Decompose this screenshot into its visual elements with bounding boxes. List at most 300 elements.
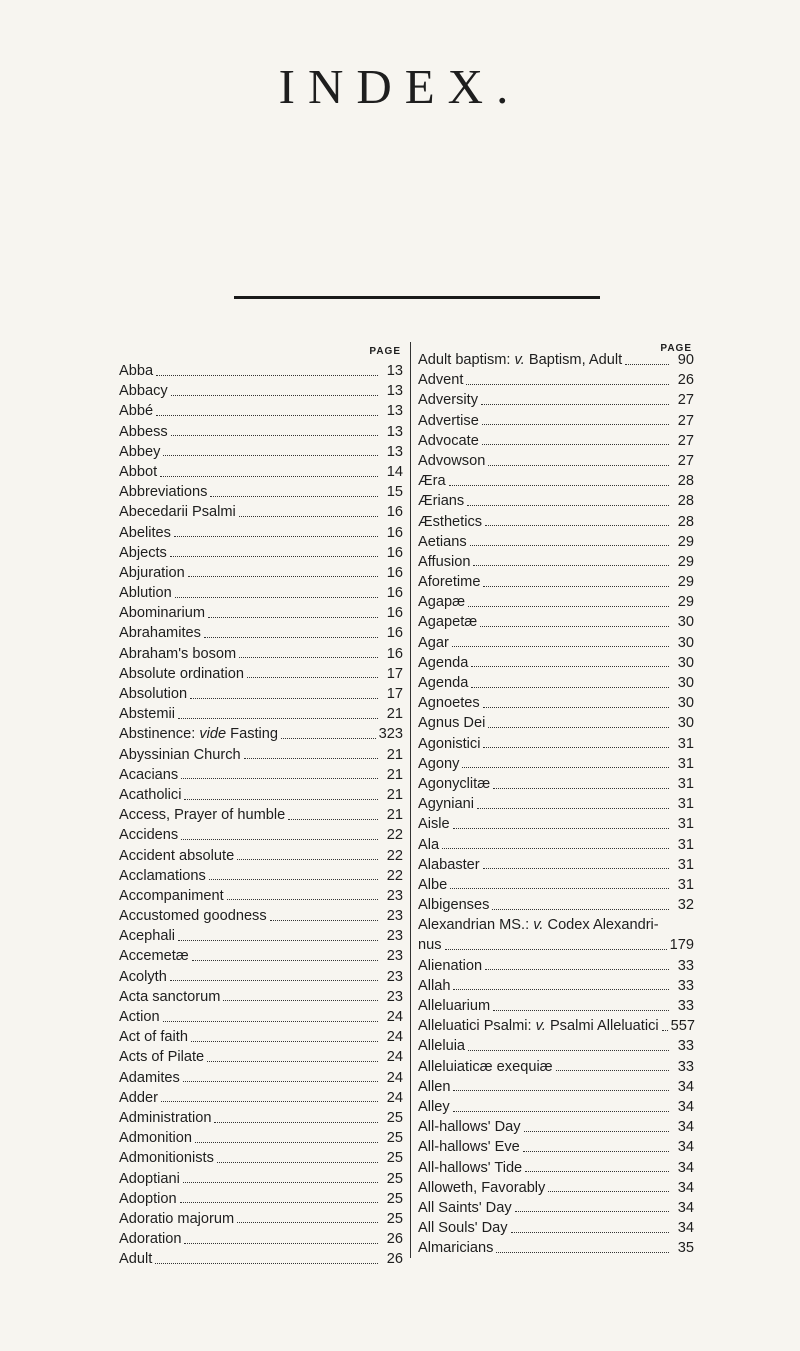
dot-leader [207, 1061, 378, 1062]
entry-page-number: 33 [677, 1038, 694, 1055]
entry-term: Abbé [119, 403, 154, 420]
entry-page-number: 25 [386, 1150, 403, 1167]
dot-leader [270, 920, 378, 921]
entry-page-number: 22 [386, 847, 403, 864]
entry-page-number: 13 [386, 443, 403, 460]
entry-term: Action [119, 1009, 160, 1025]
dot-leader [237, 1222, 378, 1223]
entry-term: Abominarium [119, 605, 205, 622]
index-entry [119, 1027, 403, 1047]
entry-term: Agenda [418, 654, 469, 671]
index-entry [411, 814, 694, 834]
index-entry [119, 946, 403, 966]
entry-term: Aetians [418, 533, 467, 550]
entry-page-number: 27 [677, 452, 694, 469]
index-entry [411, 411, 694, 431]
index-entry [411, 633, 694, 653]
index-entry [119, 543, 403, 563]
dot-leader [155, 1263, 378, 1264]
dot-leader [482, 444, 669, 445]
entry-term: Advocate [418, 432, 479, 449]
entry-term: Agonyclitæ [418, 775, 491, 792]
index-entry [411, 835, 694, 855]
index-entry [411, 1238, 694, 1258]
entry-term: Accompaniment [119, 887, 224, 904]
index-entry [411, 1077, 694, 1097]
dot-leader [214, 1122, 378, 1123]
dot-leader [281, 738, 376, 739]
index-entry [411, 794, 694, 814]
entry-page-number: 30 [677, 614, 694, 631]
index-column-left [119, 342, 403, 1269]
dot-leader [485, 969, 669, 970]
index-entry [411, 1117, 694, 1137]
entry-page-number: 28 [677, 473, 694, 490]
entry-term: Acolyth [119, 968, 167, 985]
dot-leader [556, 1070, 669, 1071]
index-entry [411, 915, 694, 935]
dot-leader [171, 435, 378, 436]
dot-leader [450, 888, 669, 889]
entry-page-number: 31 [677, 816, 694, 833]
entry-page-number: 30 [677, 654, 694, 671]
entry-term: Abraham's bosom [119, 645, 237, 662]
dot-leader [156, 415, 378, 416]
index-entry [411, 754, 694, 774]
entry-page-number: 24 [386, 1049, 403, 1066]
entry-term: Abbey [119, 443, 161, 460]
index-entry [119, 361, 403, 381]
entry-page-number: 16 [386, 645, 403, 662]
index-entry [411, 350, 694, 370]
dot-leader [496, 1252, 669, 1253]
dot-leader [239, 657, 378, 658]
entry-page-number: 34 [677, 1179, 694, 1196]
entry-term: Advent [418, 372, 464, 389]
entry-page-number: 16 [386, 585, 403, 602]
entry-term: Abstemii [119, 706, 175, 723]
index-entry [411, 1057, 694, 1077]
entry-term: Ablution [119, 585, 172, 602]
entry-page-number: 34 [677, 1098, 694, 1115]
entry-term: Alloweth, Favorably [418, 1179, 546, 1196]
entry-page-number: 21 [386, 786, 403, 803]
entry-page-number: 27 [677, 412, 694, 429]
entry-page-number: 23 [386, 988, 403, 1005]
entry-page-number: 13 [386, 363, 403, 379]
entry-term: Ala [418, 836, 440, 853]
dot-leader [223, 1000, 378, 1001]
dot-leader [453, 1090, 669, 1091]
entry-term: Aisle [418, 816, 450, 833]
index-entry [411, 774, 694, 794]
dot-leader [488, 465, 669, 466]
index-entry [411, 552, 694, 572]
index-entry [411, 976, 694, 996]
entry-term: Adder [119, 1089, 158, 1106]
entry-page-number: 33 [677, 998, 694, 1014]
entry-term: Alleluarium [418, 998, 491, 1014]
entry-term: Abstinence: vide Fasting [119, 726, 279, 743]
index-entry [119, 1169, 403, 1189]
entry-page-number: 34 [677, 1220, 694, 1237]
entry-page-number: 34 [677, 1159, 694, 1176]
entry-page-number: 30 [677, 675, 694, 691]
entry-term: Acclamations [119, 867, 206, 884]
index-entry [119, 745, 403, 765]
dot-leader [178, 940, 378, 941]
entry-term: Adamites [119, 1069, 180, 1086]
entry-page-number: 13 [386, 423, 403, 440]
entry-term: Adoptiani [119, 1170, 180, 1187]
index-entry [411, 935, 694, 955]
entry-page-number: 25 [386, 1170, 403, 1187]
entry-page-number: 31 [677, 775, 694, 792]
index-entry [411, 1218, 694, 1238]
entry-page-number: 31 [677, 755, 694, 772]
dot-leader [180, 1202, 378, 1203]
entry-term: Abbot [119, 463, 158, 480]
index-entry [411, 612, 694, 632]
entry-term: Affusion [418, 553, 471, 570]
index-entry [411, 572, 694, 592]
entry-term: Agar [418, 634, 449, 651]
page-title: INDEX. [278, 59, 522, 114]
entry-page-number: 16 [386, 564, 403, 581]
title-rule [234, 296, 600, 299]
dot-leader [449, 485, 669, 486]
dot-leader [524, 1131, 669, 1132]
index-entry [119, 1047, 403, 1067]
entry-term: Abbess [119, 423, 168, 440]
entry-page-number: 16 [386, 544, 403, 561]
entry-term: Æsthetics [418, 513, 483, 530]
entry-page-number: 35 [677, 1240, 694, 1257]
entry-page-number: 23 [386, 968, 403, 985]
index-entry [411, 1198, 694, 1218]
index-entry [119, 623, 403, 643]
entry-term: Aforetime [418, 574, 481, 591]
index-entry [119, 401, 403, 421]
index-entry [411, 895, 694, 915]
index-entry [119, 886, 403, 906]
entry-term: All Souls' Day [418, 1220, 508, 1237]
dot-leader [470, 545, 669, 546]
index-entry [411, 673, 694, 693]
entry-term: All-hallows' Tide [418, 1159, 523, 1176]
entry-term: Abbacy [119, 383, 168, 400]
dot-leader [468, 1050, 669, 1051]
entry-term: Act of faith [119, 1029, 188, 1046]
dot-leader [452, 646, 669, 647]
entry-term: Allen [418, 1078, 451, 1095]
dot-leader [473, 565, 669, 566]
entry-term: Almaricians [418, 1240, 494, 1257]
dot-leader [483, 586, 669, 587]
index-entry [119, 1189, 403, 1209]
dot-leader [488, 727, 669, 728]
entry-term: Absolution [119, 686, 188, 702]
dot-leader [183, 1081, 378, 1082]
entry-page-number: 557 [670, 1018, 695, 1035]
entry-term: Agnus Dei [418, 715, 486, 732]
entry-page-number: 17 [386, 686, 403, 702]
entry-term: Advowson [418, 452, 486, 469]
entry-term: Acephali [119, 928, 175, 945]
index-entry [411, 431, 694, 451]
dot-leader [468, 606, 669, 607]
entry-term: Adoration [119, 1231, 182, 1248]
dot-leader [525, 1171, 669, 1172]
entry-term: Abecedarii Psalmi [119, 504, 236, 521]
index-entry [411, 532, 694, 552]
entry-term: Alleluatici Psalmi: v. Psalmi Alleluatici [418, 1018, 659, 1035]
index-entry [119, 1148, 403, 1168]
entry-page-number: 25 [386, 1109, 403, 1126]
dot-leader [480, 626, 669, 627]
entry-term: Agony [418, 755, 460, 772]
entry-page-number: 13 [386, 403, 403, 420]
entry-term: nus [418, 937, 442, 954]
index-entry [411, 1097, 694, 1117]
dot-leader [170, 980, 378, 981]
dot-leader [244, 758, 378, 759]
entry-term: Accemetæ [119, 948, 189, 965]
entry-page-number: 33 [677, 977, 694, 994]
entry-term: Access, Prayer of humble [119, 807, 286, 824]
dot-leader [462, 767, 669, 768]
dot-leader [483, 707, 669, 708]
entry-term: Admonitionists [119, 1150, 214, 1167]
dot-leader [163, 455, 378, 456]
index-entry [119, 664, 403, 684]
entry-page-number: 29 [677, 574, 694, 591]
index-entry [411, 996, 694, 1016]
dot-leader [477, 808, 669, 809]
entry-page-number: 34 [677, 1199, 694, 1216]
entry-page-number: 14 [386, 463, 403, 480]
dot-leader [195, 1142, 378, 1143]
dot-leader [163, 1021, 378, 1022]
index-entry [119, 967, 403, 987]
entry-page-number: 25 [386, 1210, 403, 1227]
entry-page-number: 23 [386, 887, 403, 904]
entry-term: Agyniani [418, 796, 474, 813]
index-entry [119, 684, 403, 704]
entry-page-number: 34 [677, 1078, 694, 1095]
index-entry [411, 855, 694, 875]
index-entry [119, 805, 403, 825]
dot-leader [181, 778, 378, 779]
index-entry [411, 713, 694, 733]
dot-leader [625, 364, 669, 365]
index-entry [119, 422, 403, 442]
dot-leader [174, 536, 378, 537]
dot-leader [548, 1191, 669, 1192]
entry-page-number: 34 [677, 1139, 694, 1156]
index-entry [119, 644, 403, 664]
entry-term: Administration [119, 1109, 212, 1126]
index-entry [119, 906, 403, 926]
entry-list-left [119, 361, 403, 1269]
entry-term: Acacians [119, 766, 179, 783]
entry-term: Adoratio majorum [119, 1210, 235, 1227]
entry-page-number: 24 [386, 1009, 403, 1025]
entry-term: Acts of Pilate [119, 1049, 205, 1066]
dot-leader [184, 799, 378, 800]
entry-term: Alley [418, 1098, 450, 1115]
entry-page-number: 29 [677, 553, 694, 570]
entry-page-number: 30 [677, 695, 694, 712]
dot-leader [227, 899, 378, 900]
dot-leader [515, 1211, 669, 1212]
entry-term: Acatholici [119, 786, 182, 803]
index-entry [119, 603, 403, 623]
dot-leader [481, 404, 669, 405]
entry-page-number: 13 [386, 383, 403, 400]
index-entry [119, 523, 403, 543]
dot-leader [160, 476, 378, 477]
entry-page-number: 16 [386, 524, 403, 541]
dot-leader [442, 848, 669, 849]
entry-page-number: 32 [677, 897, 694, 914]
entry-term: Adversity [418, 392, 479, 409]
index-entry [411, 491, 694, 511]
dot-leader [161, 1101, 378, 1102]
entry-page-number: 16 [386, 605, 403, 622]
dot-leader [471, 687, 669, 688]
page-column-header: PAGE [369, 346, 401, 357]
entry-page-number: 28 [677, 513, 694, 530]
index-entry [119, 1229, 403, 1249]
index-entry [119, 462, 403, 482]
dot-leader [204, 637, 378, 638]
entry-term: Adult [119, 1251, 153, 1268]
index-entry [119, 1007, 403, 1027]
dot-leader [170, 556, 378, 557]
dot-leader [210, 496, 378, 497]
entry-term: Alleluiaticæ exequiæ [418, 1058, 553, 1075]
index-entry [411, 653, 694, 673]
entry-term: Acta sanctorum [119, 988, 221, 1005]
index-entry [411, 1178, 694, 1198]
entry-term: Accustomed goodness [119, 908, 267, 925]
dot-leader [523, 1151, 669, 1152]
index-entry [119, 785, 403, 805]
entry-page-number: 17 [386, 665, 403, 682]
entry-page-number: 23 [386, 928, 403, 945]
cross-reference-marker: v. [533, 917, 544, 934]
entry-term: Abyssinian Church [119, 746, 241, 763]
index-entry [119, 704, 403, 724]
entry-term: Abba [119, 363, 154, 379]
entry-page-number: 30 [677, 715, 694, 732]
entry-term: Admonition [119, 1130, 193, 1147]
entry-page-number: 29 [677, 594, 694, 611]
dot-leader [493, 1010, 669, 1011]
entry-term: Agapæ [418, 594, 466, 611]
entry-term: Advertise [418, 412, 479, 429]
dot-leader [247, 677, 378, 678]
entry-page-number: 90 [677, 352, 694, 368]
dot-leader [209, 879, 378, 880]
dot-leader [662, 1030, 668, 1031]
entry-term: Agonistici [418, 735, 481, 752]
entry-page-number: 31 [677, 796, 694, 813]
dot-leader [239, 516, 378, 517]
dot-leader [482, 424, 669, 425]
dot-leader [184, 1243, 378, 1244]
dot-leader [192, 960, 378, 961]
entry-page-number: 33 [677, 1058, 694, 1075]
index-entry [119, 1108, 403, 1128]
index-entry [119, 926, 403, 946]
entry-term: Agnoetes [418, 695, 480, 712]
index-entry [119, 563, 403, 583]
dot-leader [453, 828, 669, 829]
index-entry [411, 370, 694, 390]
entry-term: Allah [418, 977, 451, 994]
dot-leader [471, 666, 669, 667]
entry-term: Albe [418, 876, 448, 893]
entry-term: Alexandrian MS.: v. Codex Alexandri- [418, 917, 659, 934]
dot-leader [181, 839, 378, 840]
entry-term: Abjuration [119, 564, 185, 581]
index-entry [119, 987, 403, 1007]
dot-leader [466, 384, 669, 385]
entry-page-number: 34 [677, 1119, 694, 1136]
index-entry [411, 451, 694, 471]
index-entry [119, 866, 403, 886]
cross-reference-marker: v. [514, 352, 525, 368]
entry-page-number: 25 [386, 1130, 403, 1147]
entry-term: All-hallows' Day [418, 1119, 521, 1136]
entry-term: Alleluia [418, 1038, 466, 1055]
entry-page-number: 16 [386, 625, 403, 642]
entry-page-number: 26 [677, 372, 694, 389]
index-entry [411, 512, 694, 532]
entry-term: Ærians [418, 493, 465, 510]
entry-term: Adoption [119, 1190, 177, 1207]
dot-leader [467, 505, 669, 506]
entry-page-number: 25 [386, 1190, 403, 1207]
cross-reference-marker: v. [535, 1018, 546, 1035]
dot-leader [188, 576, 378, 577]
index-entry [411, 390, 694, 410]
index-entry [119, 442, 403, 462]
entry-term: Absolute ordination [119, 665, 244, 682]
entry-page-number: 31 [677, 836, 694, 853]
entry-term: Abbreviations [119, 484, 208, 501]
index-entry [411, 734, 694, 754]
entry-page-number: 179 [669, 937, 694, 954]
index-entry [119, 825, 403, 845]
index-entry [411, 956, 694, 976]
index-entry [119, 482, 403, 502]
entry-page-number: 31 [677, 876, 694, 893]
entry-page-number: 323 [378, 726, 403, 743]
entry-page-number: 26 [386, 1231, 403, 1248]
dot-leader [453, 989, 669, 990]
dot-leader [511, 1232, 669, 1233]
page-column-header: PAGE [660, 343, 692, 354]
index-entry [119, 502, 403, 522]
index-entry [119, 846, 403, 866]
entry-page-number: 27 [677, 392, 694, 409]
entry-page-number: 16 [386, 504, 403, 521]
dot-leader [483, 747, 669, 748]
dot-leader [208, 617, 378, 618]
